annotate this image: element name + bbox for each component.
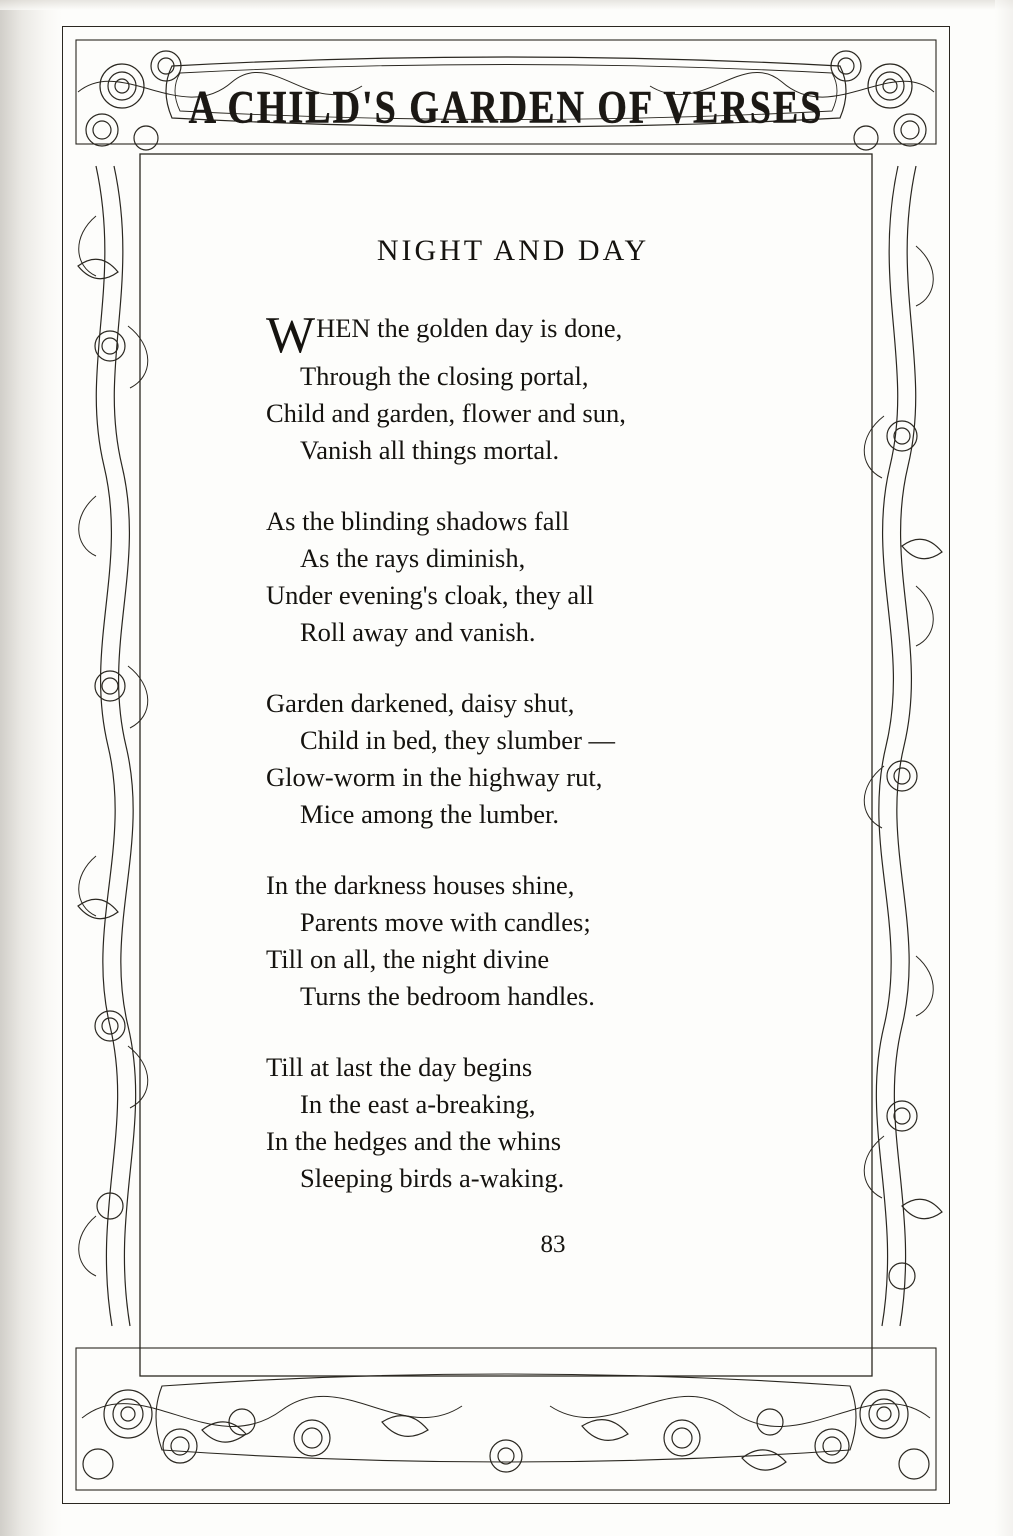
- poem-line: Under evening's cloak, they all: [266, 580, 594, 610]
- poem-line: In the darkness houses shine,: [266, 870, 575, 900]
- stanza: [266, 685, 866, 833]
- poem-line: Garden darkened, daisy shut,: [266, 688, 575, 718]
- drop-cap: W: [266, 307, 316, 364]
- poem-line: Till at last the day begins: [266, 1052, 533, 1082]
- book-title: A CHILD'S GARDEN OF VERSES: [188, 82, 824, 134]
- stanza: [266, 867, 866, 1015]
- poem-line: Child in bed, they slumber —: [300, 725, 616, 755]
- poem-line: Through the closing portal,: [300, 361, 589, 391]
- poem-line: Roll away and vanish.: [300, 617, 536, 647]
- poem-line: In the hedges and the whins: [266, 1126, 562, 1156]
- stanza: [266, 503, 866, 651]
- page-number: 83: [540, 1231, 566, 1258]
- poem-content: [150, 200, 866, 1259]
- poem-line: As the rays diminish,: [300, 543, 526, 573]
- poem-line: Turns the bedroom handles.: [300, 981, 595, 1011]
- stanza: [266, 1049, 866, 1197]
- poem-line: Till on all, the night divine: [266, 944, 550, 974]
- poem-line: As the blinding shadows fall: [266, 506, 570, 536]
- scan-shadow-right: [995, 0, 1013, 1536]
- scan-shadow-top: [0, 0, 1013, 10]
- poem-line: [266, 307, 866, 364]
- scan-shadow-left: [0, 0, 62, 1536]
- poem-body: [150, 307, 866, 1197]
- poem-line: Glow-worm in the highway rut,: [266, 762, 603, 792]
- poem-title: NIGHT AND DAY: [376, 234, 650, 267]
- poem-line: In the east a-breaking,: [300, 1089, 536, 1119]
- poem-line: Parents move with candles;: [300, 907, 591, 937]
- poem-line: Child and garden, flower and sun,: [266, 398, 626, 428]
- poem-line: Sleeping birds a-waking.: [300, 1163, 565, 1193]
- poem-line: Vanish all things mortal.: [300, 435, 560, 465]
- poem-line: Mice among the lumber.: [300, 799, 560, 829]
- stanza: [266, 307, 866, 469]
- poem-first-line-rest: HEN the golden day is done,: [316, 313, 623, 343]
